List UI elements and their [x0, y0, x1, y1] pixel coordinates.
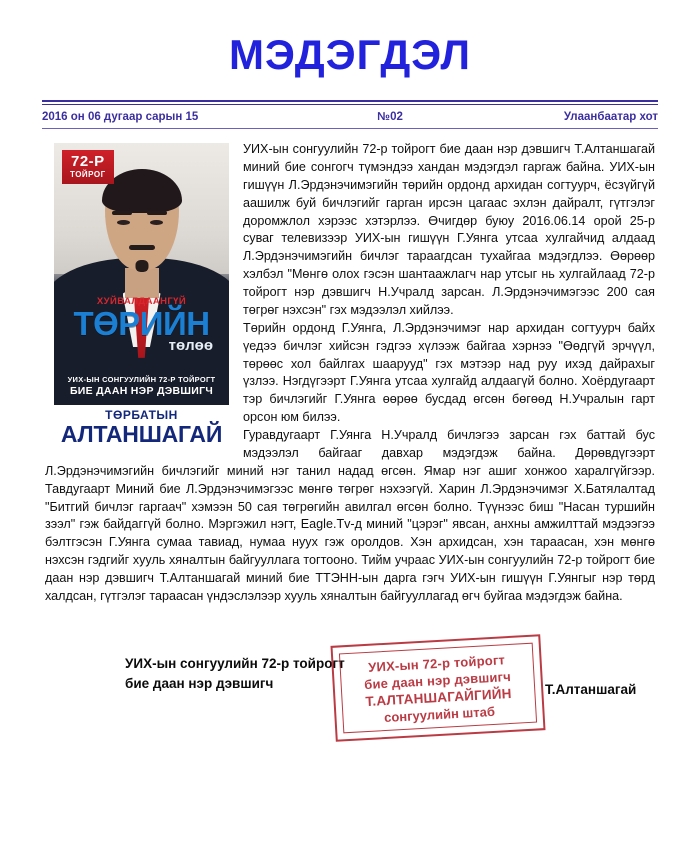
stamp-inner-border	[339, 642, 537, 733]
neck-shape	[125, 268, 159, 298]
signature-area	[45, 640, 655, 760]
official-stamp	[330, 634, 545, 742]
district-badge-label: ТОЙРОГ	[70, 170, 106, 179]
header-meta-row	[42, 111, 658, 128]
stamp-line-2: бие даан нэр дэвшигч	[363, 668, 512, 692]
candidate-poster-block	[54, 143, 229, 446]
signatory-title	[125, 654, 345, 695]
signatory-title-line-2: бие даан нэр дэвшигч	[125, 676, 274, 691]
poster-footer-line-2: БИЕ ДААН НЭР ДЭВШИГЧ	[69, 384, 214, 397]
stamp-line-4: сонгуулийн штаб	[383, 703, 496, 725]
stamp-line-3: Т.АЛТАНШАГАЙГИЙН	[365, 685, 513, 710]
slogan-secondary-text: төлөө	[168, 337, 213, 354]
page-title: МЭДЭГДЭЛ	[228, 31, 472, 78]
divider-thin	[42, 104, 658, 105]
document-body	[45, 141, 655, 760]
poster-footer-line-1: УИХ-ЫН СОНГУУЛИЙН 72-Р ТОЙРОГТ	[67, 375, 216, 385]
document-header	[0, 0, 700, 129]
publication-city: Улаанбаатар хот	[563, 111, 658, 123]
candidate-name-block	[54, 409, 229, 446]
publication-date: 2016 он 06 дугаар сарын 15	[42, 111, 199, 123]
mustache-shape	[129, 245, 155, 250]
body-paragraph-2: Төрийн ордонд Г.Уянга, Л.Эрдэнэчимэг нар архидан согтуурч байх үедээ бичлэг хийсэн гэдгээ хүлээж байгаа хэрнээ "Өөдгүй эрчүүл, төрөөс хол байлгах шаарууд" гэх мэтээр над руу ихэд дайрахыг үзлээ. Нэгдүгээрт Г.Уянга утсаа хулгайд алдаагүй болно. Хоёрдугаарт тэр бичлэгийг Г.Уянга өөрөө бусдад өгсөн бөгөөд Н.Учралын гарт орсон юм билээ.	[243, 320, 655, 425]
signatory-name: Т.Алтаншагай	[545, 681, 637, 697]
divider-thick	[42, 100, 658, 102]
slogan-small-text: ХУЙВАЛДААНГҮЙ	[96, 295, 187, 307]
header-divider	[42, 100, 658, 105]
poster-slogan	[54, 297, 229, 354]
poster-footer	[54, 376, 229, 397]
eyebrow-right	[147, 211, 167, 215]
goatee-shape	[135, 260, 148, 272]
candidate-surname: АЛТАНШАГАЙ	[60, 420, 223, 447]
candidate-poster-image	[54, 143, 229, 405]
slogan-main-text: ТӨРИЙН	[73, 305, 210, 342]
body-paragraph-1: УИХ-ын сонгуулийн 72-р тойрогт бие даан нэр дэвшигч Т.Алтаншагай миний бие сонгогч түмэндээ хандан мэдэгдэл гаргаж байна. УИХ-ын гишүүн Л.Эрдэнэчимэгийн төрийн ордонд архидан согтуурч, ёсзүйгүй аашилж буй бичлэгийг гарган ирсэн цагаас эхлэн дайралт, гүтгэлэг доромжлол хэрээс хэтэрлээ. Өчигдөр буюу 2016.06.14 орой 25-р суваг телевизээр УИХ-ын гишүүн Г.Уянга утсаа хулгайчид алдаад Л.Эрдэнэчимэгийн бичлэг тараагдсан тухайгаа мэдэгдлээ. Өөрөөр хэлбэл "Мөнгө олох гэсэн шантаажлагч нар утсыг нь хулгайлаад 72-р тойрогт нэр дэвшигч Н.Учралд зарсан. Л.Эрдэнэчимэгээс 200 сая төгрөг нэхсэн" гэх мэдээлэл хийлээ.	[243, 142, 655, 317]
header-bottom-rule	[42, 128, 658, 129]
body-paragraph-3: Гуравдугаарт Г.Уянга Н.Учралд бичлэгээ зарсан гэх баттай бус мэдээлэл байгааг давхар мэдэгдэж байна. Дөрөвдүгээрт Л.Эрдэнэчимэгийн бичлэгийг миний нэг танил надад өгсөн. Ямар нэг ашиг хонжоо харалгүйгээр. Тавдугаарт Миний бие Л.Эрдэнэчимэгээс мөнгө төгрөг нэхээгүй. Харин Л.Эрдэнэчимэг Х.Батялалтад "Битгий бичлэг гаргаач" хэмээн 50 сая төгрөгийн авилгал өгсөн болно. Түүнээс биш "Насан туршийн зээл" гэж байдаггүй болно. Мэргэжил нэгт, Eagle.Tv-д миний "цэрэг" явсан, анхны амжилттай мэдээгээ бэлтгэсэн Г.Уянга сумаа тавиад, нумаа нуух гэж оролдов. Хэн архидсан, хэн тараасан, хэн мөнгө нэхсэн гэдгийг хууль хяналтын байгууллага тогтооно. Тийм учраас УИХ-ын сонгуулийн 72-р тойрогт бие даан нэр дэвшигч Т.Алтаншагай миний бие ТТЭНН-ын дарга гэгч УИХ-ын гишүүн Г.Уянгыг нэр төрд халдсан, гүтгэлэг тараасан үндэслэлээр хууль хяналтын байгууллагад өгч буйгаа мэдэгдэж байна.	[45, 428, 655, 603]
signatory-title-line-1: УИХ-ын сонгуулийн 72-р тойрогт	[125, 655, 345, 671]
eyebrow-left	[112, 211, 132, 215]
district-badge	[62, 150, 114, 184]
district-badge-number: 72-Р	[70, 153, 105, 170]
stamp-line-1: УИХ-ын 72-р тойрогт	[367, 651, 506, 675]
issue-number: №02	[377, 111, 403, 123]
candidate-patronymic: ТӨРБАТЫН	[105, 408, 178, 422]
